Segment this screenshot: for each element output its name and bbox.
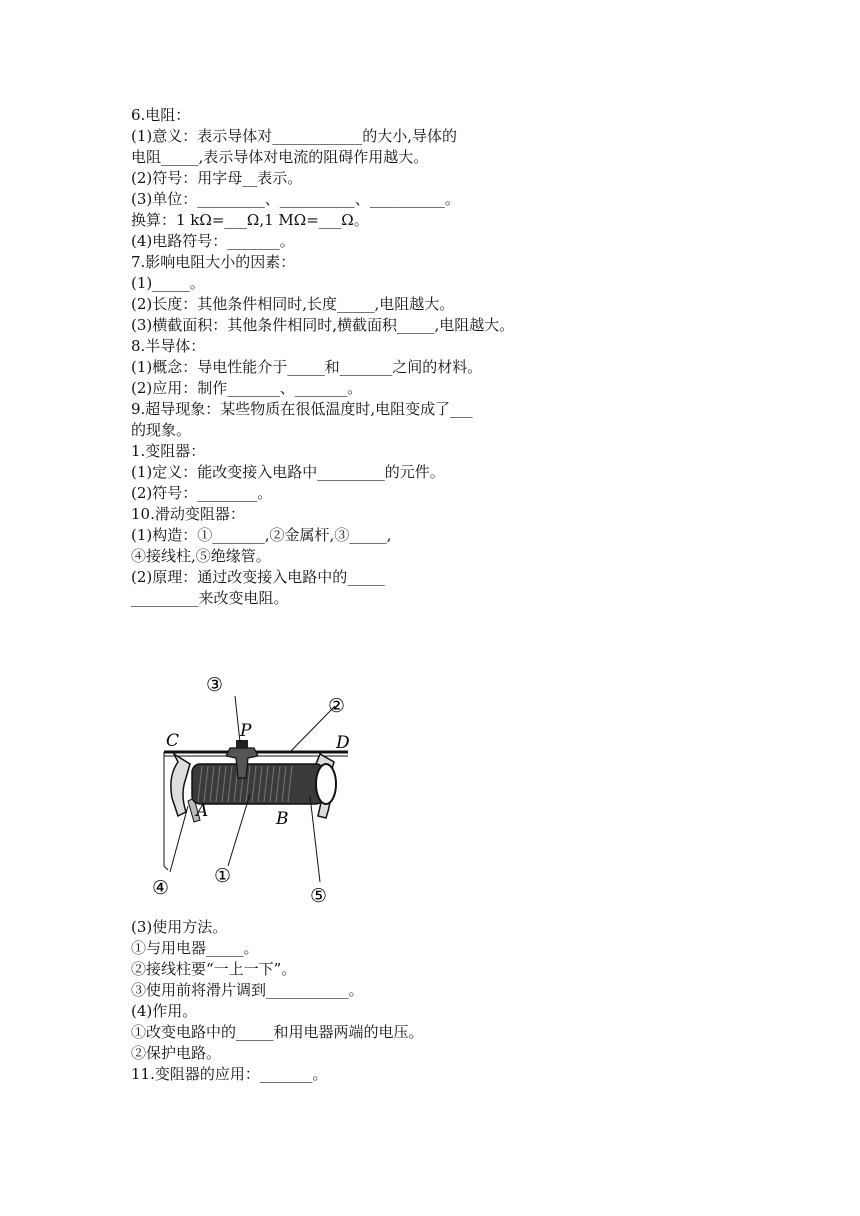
text-line: 8.半导体： bbox=[131, 337, 206, 355]
text-line: (2)符号：用字母__表示。 bbox=[131, 169, 303, 187]
text-line: 的现象。 bbox=[131, 421, 192, 439]
text-line: (2)长度：其他条件相同时,长度_____,电阻越大。 bbox=[131, 295, 455, 313]
text-line: ①与用电器_____。 bbox=[131, 939, 259, 957]
label-2: ② bbox=[328, 695, 346, 717]
tube-end bbox=[316, 764, 336, 804]
label-4: ④ bbox=[152, 877, 170, 899]
text-line: (1)构造：①_______,②金属杆,③_____, bbox=[131, 526, 392, 544]
text-line: 换算：1 kΩ=___Ω,1 MΩ=___Ω。 bbox=[131, 211, 369, 229]
label-c: C bbox=[166, 731, 180, 751]
text-line: (3)横截面积：其他条件相同时,横截面积_____,电阻越大。 bbox=[131, 316, 515, 334]
slider-knob bbox=[236, 740, 248, 748]
text-line: 电阻_____,表示导体对电流的阻碍作用越大。 bbox=[131, 148, 429, 166]
text-line: 9.超导现象：某些物质在很低温度时,电阻变成了___ bbox=[131, 400, 473, 418]
text-line: (4)电路符号：_______。 bbox=[131, 232, 295, 250]
label-1: ① bbox=[214, 865, 232, 887]
left-bracket bbox=[171, 754, 190, 816]
label-b: B bbox=[276, 809, 289, 829]
text-line: ④接线柱,⑤绝缘管。 bbox=[131, 547, 271, 565]
text-line: (2)符号：________。 bbox=[131, 484, 273, 502]
leader-line-5 bbox=[310, 796, 320, 882]
label-p: P bbox=[240, 721, 252, 741]
text-line: (1)概念：导电性能介于_____和_______之间的材料。 bbox=[131, 358, 483, 376]
text-line: 10.滑动变阻器： bbox=[131, 505, 245, 523]
text-line: (3)使用方法。 bbox=[131, 918, 228, 936]
text-line: 6.电阻： bbox=[131, 106, 191, 124]
text-line: 11.变阻器的应用：_______。 bbox=[131, 1065, 328, 1083]
text-line: 7.影响电阻大小的因素： bbox=[131, 253, 296, 271]
text-line: ③使用前将滑片调到___________。 bbox=[131, 981, 364, 999]
label-d: D bbox=[336, 733, 350, 753]
text-line: (4)作用。 bbox=[131, 1002, 198, 1020]
text-line: ①改变电路中的_____和用电器两端的电压。 bbox=[131, 1023, 424, 1041]
leader-line-1 bbox=[228, 794, 250, 866]
rheostat-figure bbox=[150, 666, 360, 910]
text-line: ②保护电路。 bbox=[131, 1044, 222, 1062]
label-a: A bbox=[196, 801, 209, 821]
text-line: (1)_____。 bbox=[131, 274, 205, 292]
text-line: (1)定义：能改变接入电路中_________的元件。 bbox=[131, 463, 445, 481]
worksheet-top bbox=[131, 105, 771, 609]
worksheet-bottom bbox=[131, 917, 771, 1085]
text-line: (3)单位：_________、__________、__________。 bbox=[131, 190, 460, 208]
text-line: (2)应用：制作_______、_______。 bbox=[131, 379, 363, 397]
text-line: (1)意义：表示导体对____________的大小,导体的 bbox=[131, 127, 458, 145]
text-line: ②接线柱要“一上一下”。 bbox=[131, 960, 297, 978]
label-5: ⑤ bbox=[310, 885, 328, 907]
text-line: (2)原理：通过改变接入电路中的_____ bbox=[131, 568, 385, 586]
text-line: 1.变阻器： bbox=[131, 442, 206, 460]
text-line: _________来改变电阻。 bbox=[131, 589, 289, 607]
rheostat-diagram bbox=[150, 666, 360, 910]
label-3: ③ bbox=[206, 674, 224, 696]
